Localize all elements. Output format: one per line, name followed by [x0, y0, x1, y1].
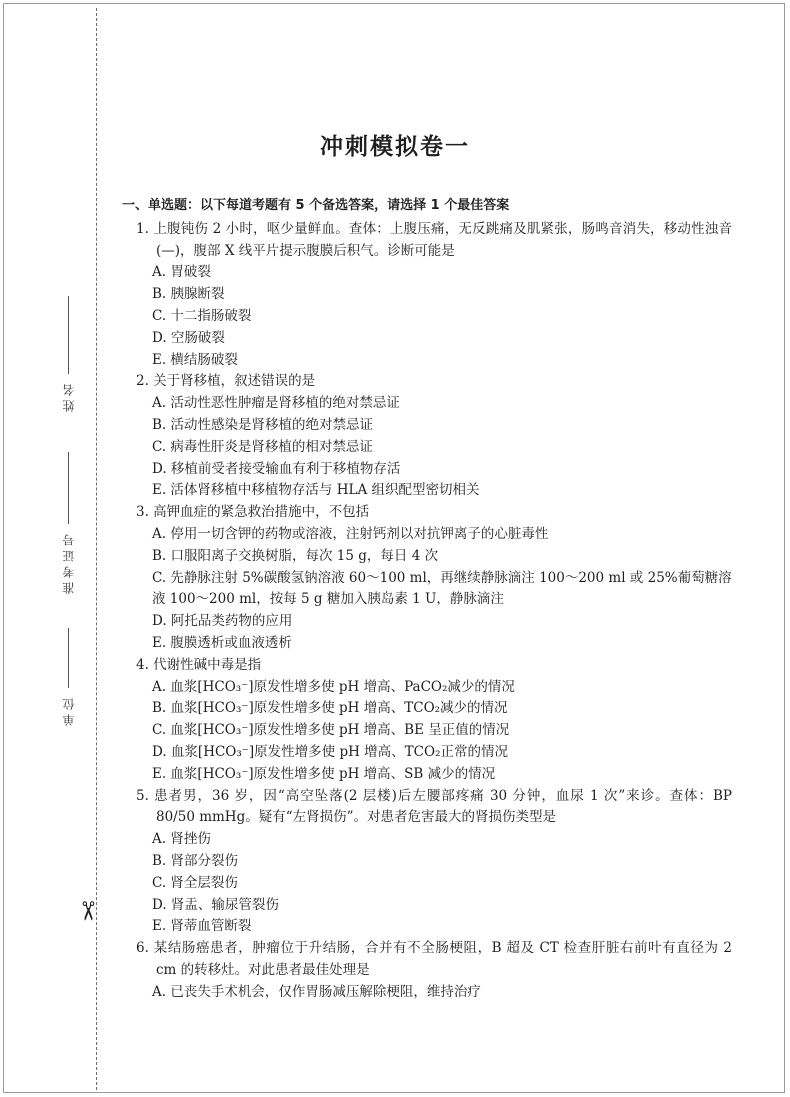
question-stem: 3. 高钾血症的紧急救治措施中，不包括: [136, 504, 370, 521]
option-e[interactable]: E. 血浆[HCO₃⁻]原发性增多使 pH 增高、SB 减少的情况: [152, 765, 496, 782]
option-b[interactable]: B. 胰腺断裂: [152, 286, 225, 303]
option-a[interactable]: A. 已丧失手术机会，仅作胃肠减压解除梗阻，维持治疗: [152, 983, 481, 1000]
question-stem: 1. 上腹钝伤 2 小时，呕少量鲜血。查体：上腹压痛，无反跳痛及肌紧张，肠鸣音消失，移动性浊音(—)，腹部 X 线平片提示腹膜后积气。诊断可能是: [136, 220, 732, 259]
unit-label: 单位: [61, 694, 76, 726]
option-c[interactable]: C. 十二指肠破裂: [152, 307, 252, 324]
exam-id-label: 准考证号: [61, 530, 76, 594]
name-field[interactable]: [58, 296, 78, 418]
exam-id-blank-line: [68, 452, 69, 524]
question-list: [122, 195, 732, 1003]
option-d[interactable]: D. 移植前受者接受输血有利于移植物存活: [152, 460, 401, 477]
question-3: [122, 502, 732, 655]
option-d[interactable]: D. 血浆[HCO₃⁻]原发性增多使 pH 增高、TCO₂正常的情况: [152, 743, 508, 760]
option-c[interactable]: C. 病毒性肝炎是肾移植的相对禁忌证: [152, 438, 373, 455]
question-stem: 5. 患者男，36 岁，因“高空坠落(2 层楼)后左腰部疼痛 30 分钟，血尿 1 次”来诊。查体：BP 80/50 mmHg。疑有“左肾损伤”。对患者危害最大的肾损伤类型是: [136, 787, 732, 826]
option-b[interactable]: B. 血浆[HCO₃⁻]原发性增多使 pH 增高、TCO₂减少的情况: [152, 700, 508, 717]
option-e[interactable]: E. 横结肠破裂: [152, 351, 238, 368]
question-stem: 4. 代谢性碱中毒是指: [136, 656, 262, 673]
section-heading: 一、单选题：以下每道考题有 5 个备选答案，请选择 1 个最佳答案: [122, 198, 510, 213]
option-e[interactable]: E. 肾蒂血管断裂: [152, 918, 252, 935]
option-e[interactable]: E. 腹膜透析或血液透析: [152, 634, 292, 651]
option-a[interactable]: A. 活动性恶性肿瘤是肾移植的绝对禁忌证: [152, 395, 400, 412]
option-d[interactable]: D. 阿托品类药物的应用: [152, 613, 293, 630]
option-d[interactable]: D. 肾盂、输尿管裂伤: [152, 896, 279, 913]
name-blank-line: [68, 296, 69, 374]
question-stem: 6. 某结肠癌患者，肿瘤位于升结肠，合并有不全肠梗阻，B 超及 CT 检查肝脏右前叶有直径为 2 cm 的转移灶。对此患者最佳处理是: [136, 940, 732, 978]
question-stem: 2. 关于肾移植，叙述错误的是: [136, 373, 316, 390]
question-5: [122, 786, 732, 939]
option-c[interactable]: C. 肾全层裂伤: [152, 874, 238, 891]
question-1: [122, 219, 732, 372]
exam-id-field[interactable]: [58, 452, 78, 600]
option-a[interactable]: A. 胃破裂: [152, 264, 211, 281]
option-b[interactable]: B. 肾部分裂伤: [152, 852, 239, 869]
option-a[interactable]: A. 停用一切含钾的药物或溶液，注射钙剂以对抗钾离子的心脏毒性: [152, 525, 549, 542]
question-4: [122, 655, 732, 786]
option-e[interactable]: E. 活体肾移植中移植物存活与 HLA 组织配型密切相关: [152, 482, 480, 499]
unit-blank-line: [68, 628, 69, 688]
question-2: [122, 371, 732, 502]
option-a[interactable]: A. 肾挫伤: [152, 831, 211, 848]
page-title: 冲刺模拟卷一: [320, 133, 470, 160]
cut-line: [96, 8, 97, 1090]
unit-field[interactable]: [58, 628, 78, 732]
option-c[interactable]: C. 血浆[HCO₃⁻]原发性增多使 pH 增高、BE 呈正值的情况: [152, 722, 510, 739]
name-label: 姓名: [61, 380, 76, 412]
option-b[interactable]: B. 活动性感染是肾移植的绝对禁忌证: [152, 416, 374, 433]
scissors-icon: ✂: [71, 900, 102, 922]
option-d[interactable]: D. 空肠破裂: [152, 329, 225, 346]
option-b[interactable]: B. 口服阳离子交换树脂，每次 15 g，每日 4 次: [152, 547, 439, 564]
question-6: [122, 938, 732, 1003]
option-c[interactable]: C. 先静脉注射 5%碳酸氢钠溶液 60～100 ml，再继续静脉滴注 100～200 ml 或 25%葡萄糖溶液 100～200 ml，按每 5 g 糖加入胰岛素 1 U，静脉滴注: [152, 569, 732, 608]
option-a[interactable]: A. 血浆[HCO₃⁻]原发性增多使 pH 增高、PaCO₂减少的情况: [152, 678, 515, 695]
